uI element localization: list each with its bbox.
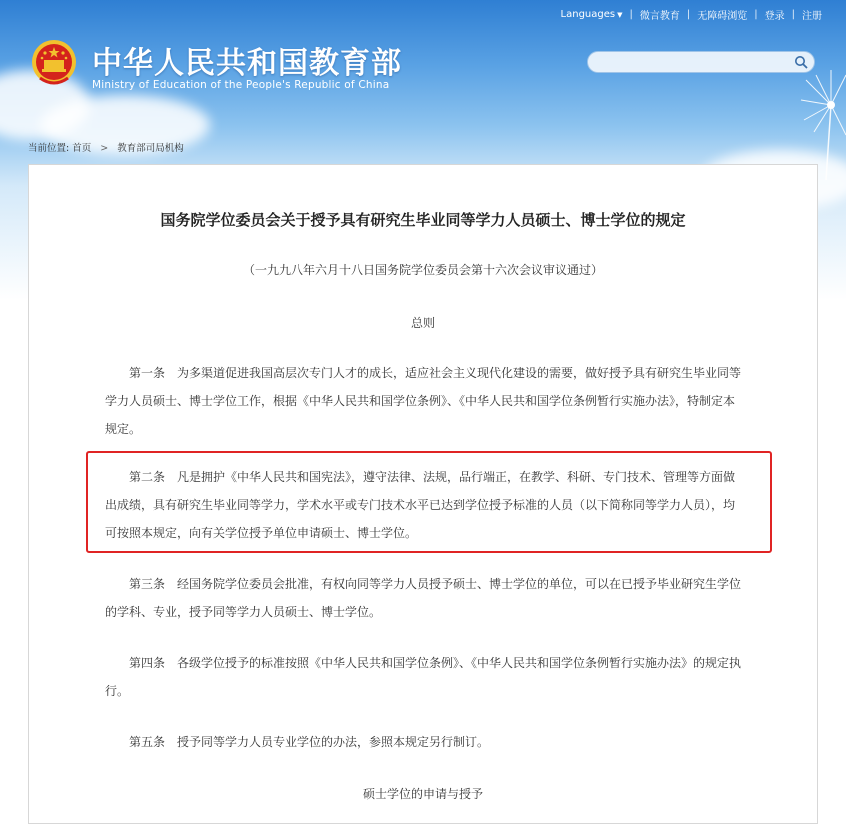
- article-4: 第四条 各级学位授予的标准按照《中华人民共和国学位条例》、《中华人民共和国学位条例暂行实施办法》的规定执行。: [105, 656, 742, 698]
- search-icon[interactable]: [794, 55, 808, 69]
- breadcrumb-prefix: 当前位置:: [28, 143, 70, 154]
- section-heading-general: 总则: [410, 316, 435, 330]
- chevron-down-icon: ▼: [617, 11, 623, 19]
- nav-separator: |: [791, 9, 795, 20]
- nav-separator: |: [754, 9, 758, 20]
- nav-separator: |: [629, 9, 633, 20]
- document-note: （一九九八年六月十八日国务院学位委员会第十六次会议审议通过）: [242, 263, 603, 277]
- search-input[interactable]: [596, 54, 790, 72]
- article-3: 第三条 经国务院学位委员会批准，有权向同等学力人员授予硕士、博士学位的单位，可以在已授予毕业研究生学位的学科、专业，授予同等学力人员硕士、博士学位。: [105, 577, 742, 619]
- chevron-right-icon: >: [100, 143, 109, 154]
- site-title[interactable]: 中华人民共和国教育部: [92, 46, 402, 81]
- top-nav: [561, 7, 822, 22]
- search-box[interactable]: [587, 51, 815, 73]
- content-panel: [28, 164, 818, 824]
- article-1: 第一条 为多渠道促进我国高层次专门人才的成长，适应社会主义现代化建设的需要，做好授予具有研究生毕业同等学力人员硕士、博士学位工作，根据《中华人民共和国学位条例》、《中华人民共和国学位条例暂行实施办法》，特制定本规定。: [105, 366, 742, 436]
- highlight-box: [86, 451, 772, 553]
- register-link[interactable]: 注册: [802, 11, 822, 22]
- article-2: 第二条 凡是拥护《中华人民共和国宪法》，遵守法律、法规，品行端正，在教学、科研、专门技术、管理等方面做出成绩，具有研究生毕业同等学力，学术水平或专门技术水平已达到学位授予标准的人员（以下简称同等学力人员），均可按照本规定，向有关学位授予单位申请硕士、博士学位。: [105, 470, 736, 540]
- breadcrumb: [28, 140, 184, 154]
- section-heading-master: 硕士学位的申请与授予: [362, 787, 483, 801]
- breadcrumb-home-link[interactable]: 首页: [72, 143, 92, 154]
- site-subtitle: Ministry of Education of the People's Republic of China: [92, 79, 390, 91]
- languages-link[interactable]: Languages ▼: [560, 9, 623, 20]
- national-emblem-icon[interactable]: [30, 38, 78, 88]
- breadcrumb-current-link[interactable]: 教育部司局机构: [117, 143, 184, 154]
- article-5: 第五条 授予同等学力人员专业学位的办法，参照本规定另行制订。: [129, 735, 490, 749]
- nav-separator: |: [686, 9, 691, 20]
- weibo-link[interactable]: 微言教育: [639, 11, 680, 22]
- document-title: 国务院学位委员会关于授予具有研究生毕业同等学力人员硕士、博士学位的规定: [160, 211, 686, 229]
- accessibility-link[interactable]: 无障碍浏览: [697, 11, 748, 22]
- login-link[interactable]: 登录: [764, 11, 785, 22]
